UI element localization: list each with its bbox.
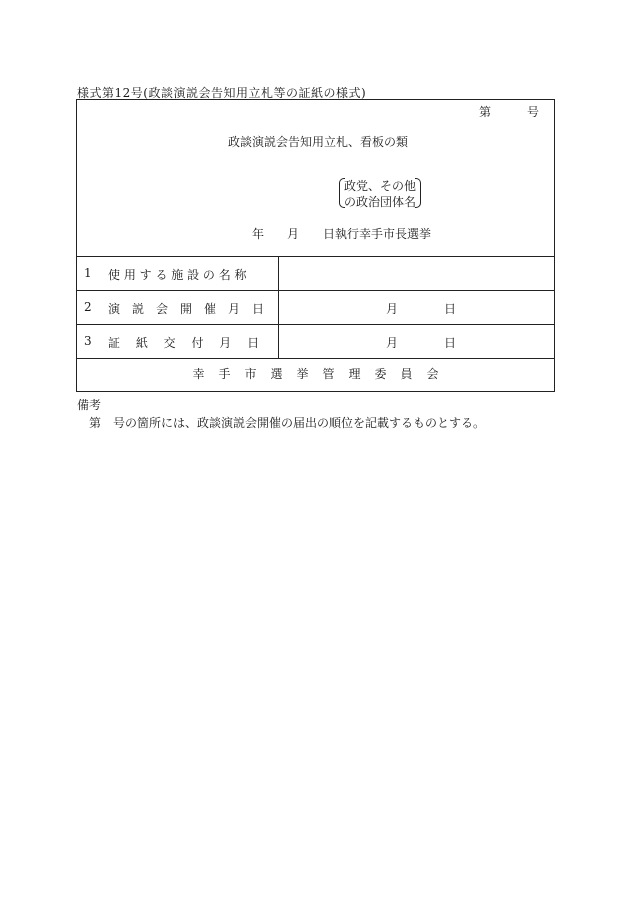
- election-day-issuer: 日執行幸手市長選挙: [323, 227, 432, 241]
- row-label-cell: [77, 256, 279, 290]
- party-name-line2: の政治団体名: [344, 195, 417, 209]
- certificate-stamp-form: [76, 99, 555, 392]
- party-name-line1: 政党、その他: [344, 179, 417, 193]
- row-month: 月: [386, 336, 399, 350]
- row-number: 2: [84, 300, 92, 314]
- certificate-heading: 政談演説会告知用立札、看板の類: [228, 135, 409, 149]
- row-label: 証 紙 交 付 月 日: [108, 336, 260, 350]
- row-number: 3: [84, 334, 92, 348]
- table-row: [77, 290, 554, 325]
- election-year: 年: [252, 227, 265, 241]
- party-name-bracket: [339, 177, 421, 207]
- row-month: 月: [386, 302, 399, 316]
- row-day: 日: [444, 336, 457, 350]
- table-row: [77, 256, 554, 291]
- table-row: [77, 324, 554, 359]
- notes-body: 第 号の箇所には、政談演説会開催の届出の順位を記載するものとする。: [89, 416, 486, 430]
- row-day: 日: [444, 302, 457, 316]
- notes-heading: 備考: [77, 398, 102, 412]
- number-suffix: 号: [527, 105, 540, 119]
- form-title: 様式第12号(政談演説会告知用立札等の証紙の様式): [77, 86, 367, 100]
- right-brace: [415, 178, 421, 208]
- row-label-cell: [77, 324, 279, 358]
- election-month: 月: [287, 227, 300, 241]
- row-label-cell: [77, 290, 279, 324]
- number-prefix: 第: [479, 105, 492, 119]
- certificate-header-section: [77, 100, 554, 257]
- row-number: 1: [84, 266, 92, 280]
- row-label: 演 説 会 開 催 月 日: [108, 302, 265, 316]
- committee-name: 幸手市選挙管理委員会: [192, 367, 453, 381]
- row-label: 使 用 す る 施 設 の 名 称: [108, 268, 247, 282]
